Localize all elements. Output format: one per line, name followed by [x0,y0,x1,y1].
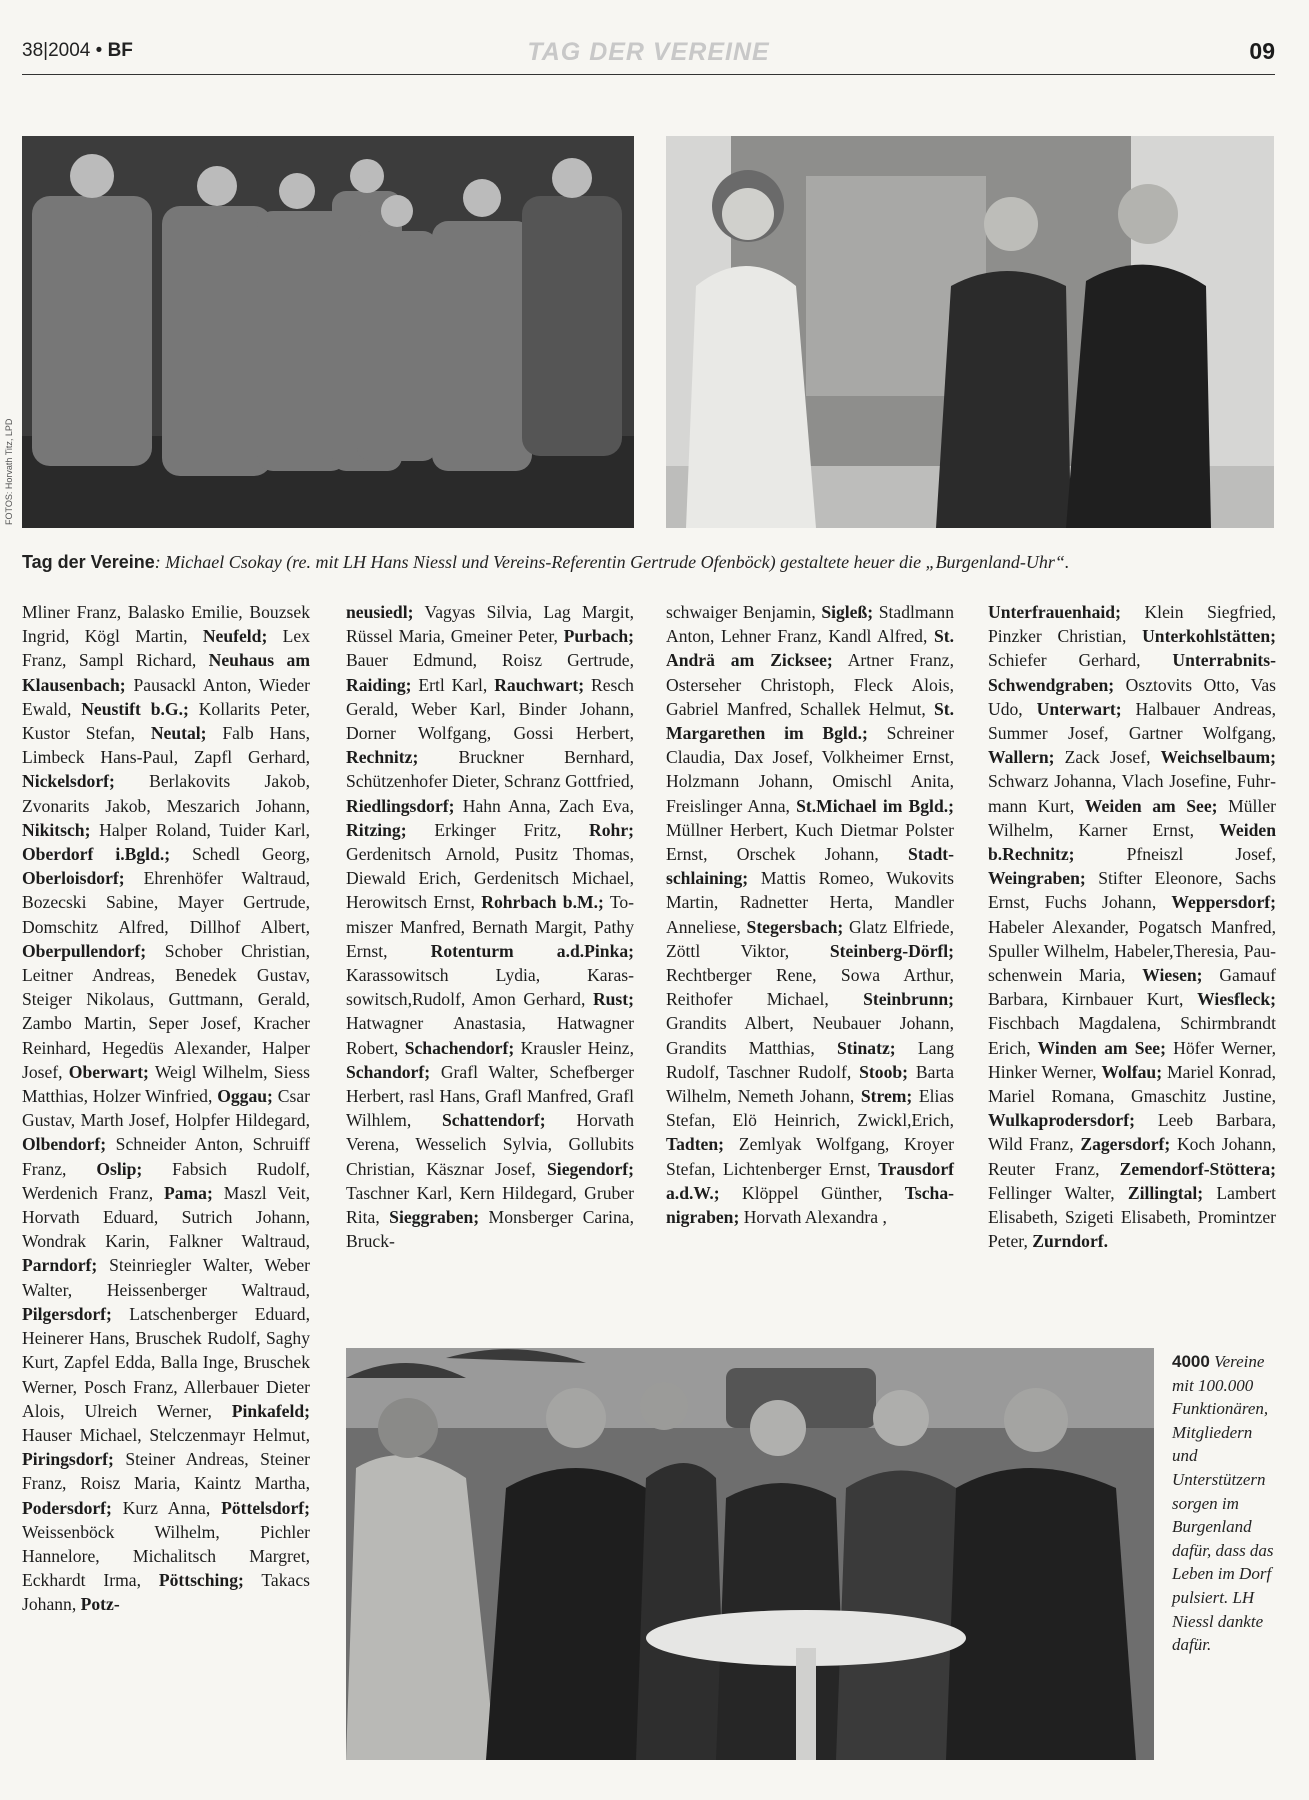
name-list-text: Gerdenitsch Arnold, Pusitz Thomas, Diewald Erich, Gerdenitsch Michael, Herowitsch Ernst, [346,844,634,913]
name-list-text: Berlakovits Jakob, Zvonarits Jakob, Meszarich Johann, [22,771,310,816]
name-list-text: Lambert Elisabeth, Szigeti Elisabeth, Promintzer Peter, [988,1182,1276,1252]
name-list-text: Weissenböck Wilhelm, Pichler Hannelore, Michalitsch Margret, Eckhardt Irma, [22,1521,310,1591]
place-name: Oslip; [96,1158,143,1179]
place-name: Oberpullendorf; [22,940,147,961]
place-name: neusiedl; [346,602,414,622]
name-list-text: Takacs Johann, [22,1570,310,1615]
name-list-text: Fischbach Magdalena, Schirmbrandt Erich, [988,1013,1276,1058]
place-name: Schachendorf; [404,1037,515,1058]
place-name: Trausdorf a.d.W.; [666,1158,954,1203]
photo-outdoor-group-image [346,1348,1154,1760]
name-list-text: Grandits Albert, Neubauer Johann, Grandits Matthias, [666,1013,954,1058]
place-name: Schandorf; [346,1061,431,1082]
name-list-text: Zack Josef, [1054,747,1161,768]
place-name: Tadten; [666,1134,725,1155]
name-list-text: Pausackl Anton, Wieder Ewald, [22,674,310,719]
photo-credit: FOTOS: Horvath Titz, LPD [4,418,14,525]
photo-outdoor-group [346,1348,1154,1760]
name-list-text: Lex Franz, Sampl Richard, [22,626,310,671]
place-name: Pinkafeld; [231,1400,310,1421]
place-name: Steinbrunn; [863,989,954,1010]
place-name: Rohrbach b.M.; [481,892,604,913]
place-name: Pöttsching; [158,1570,244,1591]
name-list-text: Halbauer Andreas, Summer Josef, Gartner Wolfgang, [988,698,1276,744]
place-name: Zagersdorf; [1080,1134,1171,1155]
place-name: Oberwart; [68,1061,149,1082]
name-list-text: Hatwagner Anastasia, Hatwagner Robert, [346,1013,634,1058]
name-list-text: Csar Gustav, Marth Josef, Holpfer Hildegard, [22,1086,310,1131]
place-name: Potz- [80,1594,120,1615]
name-list-text: Schober Christian, Leitner Andreas, Benedek Gustav, Steiger Nikolaus, Guttmann, Gerald, Zambo Martin, Seper Josef, Kracher Reinhard, Hegedüs Alexander, Halper Josef, [22,940,310,1082]
separator-dot: • [95,40,103,61]
name-list-text: Weigl Wilhelm, Siess Matthias, Holzer Winfried, [22,1061,310,1107]
name-list-text: Klein Siegfried, Pinzker Christian, [988,602,1276,647]
name-list-text: Tomiszer Manfred, Bernath Margit, Pathy Ernst, [346,892,634,961]
place-name: Neuhaus am Klausenbach; [22,650,310,695]
name-list-text: Schedl Georg, [170,844,310,865]
name-list-text: Hauser Michael, Stelczenmayr Helmut, [22,1424,310,1445]
place-name: Neufeld; [202,626,268,647]
place-name: Oggau; [217,1086,273,1107]
place-name: Raiding; [346,674,412,695]
photo-caption [22,552,1282,573]
place-name: Siegendorf; [547,1158,634,1179]
place-name: Zurndorf. [1032,1231,1109,1252]
place-name: Stegersbach; [746,916,844,937]
name-list-text: Schwarz Johanna, Vlach Josefine, Fuhrmann Kurt, [988,771,1276,816]
side-note-text: Vereine mit 100.000 Funktionären, Mitgliedern und Unterstützern sorgen im Burgenland dafür, dass das Leben im Dorf pulsiert. LH Niessl dankte dafür. [1172,1352,1274,1655]
name-list-text: Latschenberger Eduard, Heinerer Hans, Bruschek Rudolf, Saghy Kurt, Zapfel Edda, Balla Inge, Bruschek Werner, Posch Franz, Allerbauer Dieter Alois, Ulreich Werner, [22,1303,310,1421]
name-list-text: Ehrenhöfer Waltraud, Bozecski Sabine, Mayer Gertrude, Domschitz Alfred, Dillhof Albert, [22,868,310,937]
place-name: Podersdorf; [22,1497,112,1518]
name-list-text: Fellinger Walter, [988,1182,1128,1203]
photo-award-presentation [666,136,1274,528]
photo-group-stage-image [22,136,634,528]
place-name: Wiesfleck; [1197,989,1276,1010]
place-name: Nickelsdorf; [22,771,115,792]
caption-lead: Tag der Vereine [22,552,155,572]
text-column-1 [22,600,310,1617]
name-list-text: Müller Wilhelm, Karner Ernst, [988,795,1276,840]
name-list-text: Monsberger Carina, Bruck- [346,1207,634,1252]
publication-name: BF [107,40,133,61]
text-column-4 [988,600,1276,1253]
place-name: Weppersdorf; [1171,892,1276,913]
name-list-text: Bruckner Bernhard, Schützenhofer Dieter, Schranz Gottfried, [346,747,635,792]
place-name: Unterwart; [1036,698,1122,719]
name-list-text: Höfer Werner, Hinker Werner, [988,1037,1276,1082]
place-name: Wallern; [988,747,1055,768]
place-name: St. Margarethen im Bgld.; [666,698,954,744]
text-column-3 [666,600,954,1229]
name-list-text: Grafl Walter, Schefberger Herbert, rasl Hans, Grafl Manfred, Grafl Wilhlem, [346,1061,634,1131]
page-header [22,34,1275,75]
side-note-number: 4000 [1172,1352,1210,1371]
place-name: Rotenturm a.d.Pinka; [430,940,635,961]
page-number: 09 [1249,38,1275,64]
place-name: Stinatz; [836,1037,896,1058]
name-list-text: Bauer Edmund, Roisz Gertrude, [346,650,634,671]
place-name: Wolfau; [1101,1061,1163,1082]
name-list-text: Lang Rudolf, Taschner Rudolf, [666,1037,954,1082]
name-list-text: Koch Johann, Reuter Franz, [988,1134,1276,1179]
place-name: Rohr; [589,819,634,840]
place-name: Pilgersdorf; [22,1303,112,1324]
name-list-text: Glatz Elfriede, Zöttl Viktor, [666,916,954,961]
issue-number: 38|2004 [22,40,91,61]
place-name: Pöttelsdorf; [221,1497,310,1518]
caption-text: : Michael Csokay (re. mit LH Hans Niessl und Vereins-Referentin Gertrude Ofenböck) gestaltete heuer die „Burgenland-Uhr“. [154,552,1070,572]
name-list-text: Halper Roland, Tuider Karl, [90,819,310,840]
name-list-text: Fabsich Rudolf, Werdenich Franz, [22,1158,310,1203]
name-list-text: Hahn Anna, Zach Eva, [454,795,634,816]
place-name: Tschanigraben; [666,1182,954,1228]
place-name: Winden am See; [1037,1037,1166,1058]
name-list-text: Vagyas Silvia, Lag Margit, Rüssel Maria, Gmeiner Peter, [346,602,634,647]
name-list-text: Taschner Karl, Kern Hildegard, Gruber Rita, [346,1182,634,1228]
name-list-text: Mariel Konrad, Mariel Romana, Gmaschitz Justine, [988,1061,1277,1107]
place-name: Zemendorf-Stöttera; [1119,1158,1276,1179]
name-list-text: Gamauf Barbara, Kirnbauer Kurt, [988,965,1276,1010]
name-list-text: Leeb Barbara, Wild Franz, [988,1110,1276,1155]
name-list-text: Elias Stefan, Elö Heinrich, Zwickl,Erich, [666,1086,954,1131]
name-list-text: Kollarits Peter, Kustor Stefan, [22,698,310,744]
place-name: St.Michael im Bgld.; [796,795,954,816]
name-list-text: Horvath Verena, Wesselich Sylvia, Gollubits Christian, Käsznar Josef, [346,1110,634,1179]
place-name: Sigleß; [821,602,874,622]
place-name: Olbendorf; [22,1134,107,1155]
name-list-text: Steiner Andreas, Steiner Franz, Roisz Maria, Kaintz Martha, [22,1449,310,1494]
name-list-text: Mattis Romeo, Wukovits Martin, Radnetter Herta, Mandler Anneliese, [666,868,954,937]
place-name: Ritzing; [346,819,407,840]
place-name: Wiesen; [1142,965,1203,986]
place-name: Pama; [163,1182,213,1203]
name-list-text: Zemlyak Wolfgang, Kroyer Stefan, Lichtenberger Ernst, [666,1134,954,1179]
name-list-text: Krausler Heinz, [514,1037,634,1058]
photo-award-presentation-image [666,136,1274,528]
name-list-text: Resch Gerald, Weber Karl, Binder Johann, Dorner Wolfgang, Gossi Herbert, [346,674,634,744]
place-name: Sieggraben; [389,1207,480,1228]
name-list-text: schwaiger Benjamin, [666,602,822,622]
place-name: Oberdorf i.Bgld.; [22,844,171,865]
place-name: Stadtschlaining; [666,844,954,889]
name-list-text: Erkinger Fritz, [406,819,590,840]
name-list-text: Schreiner Claudia, Dax Josef, Volkheimer Ernst, Holzmann Johann, Omischl Anita, Freislinger Anna, [666,723,954,816]
place-name: Zillingtal; [1127,1182,1204,1203]
place-name: Nikitsch; [22,819,91,840]
place-name: Steinberg-Dörfl; [829,940,954,961]
name-list-text: Stifter Eleonore, Sachs Ernst, Fuchs Johann, [988,868,1276,913]
name-list-text: Osztovits Otto, Vas Udo, [988,674,1276,719]
place-name: Weichselbaum; [1160,747,1276,768]
text-column-2 [346,600,634,1253]
name-list-text: Stadlmann Anton, Lehner Franz, Kandl Alfred, [666,602,954,647]
place-name: St. Andrä am Zicksee; [666,626,954,671]
place-name: Riedlingsdorf; [346,795,455,816]
name-list-text: Kurz Anna, [111,1497,222,1518]
place-name: Rechnitz; [346,747,419,768]
place-name: Parndorf; [22,1255,98,1276]
place-name: Neutal; [150,723,207,744]
place-name: Piringsdorf; [22,1449,114,1470]
name-list-text: Schneider Anton, Schruiff Franz, [22,1134,310,1179]
place-name: Neustift b.G.; [81,698,189,719]
place-name: Unterkohlstätten; [1142,626,1276,647]
place-name: Weiden am See; [1084,795,1218,816]
place-name: Purbach; [563,626,634,647]
name-list-text: Schiefer Gerhard, [988,650,1173,671]
name-list-text: Karassowitsch Lydia, Karassowitsch,Rudolf, Amon Gerhard, [346,965,634,1010]
name-list-text: Steinriegler Walter, Weber Walter, Heissenberger Waltraud, [22,1255,310,1300]
place-name: Weiden b.Rechnitz; [988,819,1276,865]
place-name: Strem; [860,1086,913,1107]
place-name: Wulkaprodersdorf; [988,1110,1135,1131]
name-list-text: Habeler Alexander, Pogatsch Manfred, Spuller Wilhelm, Habeler,Theresia, Pauschenwein Maria, [988,916,1276,986]
place-name: Oberloisdorf; [22,868,125,889]
name-list-text: Pfneiszl Josef, [1074,844,1276,865]
side-note [1172,1350,1280,1657]
name-list-text: Mliner Franz, Balasko Emilie, Bouzsek Ingrid, Kögl Martin, [22,602,310,647]
name-list-text: Horvath Alexandra , [739,1207,887,1228]
place-name: Schattendorf; [442,1110,546,1131]
name-list-text: Klöppel Günther, [719,1182,905,1203]
section-title: TAG DER VEREINE [527,38,770,66]
photo-group-stage [22,136,634,528]
place-name: Rauchwart; [494,674,585,695]
name-list-text: Artner Franz, Osterseher Christoph, Fleck Alois, Gabriel Manfred, Schallek Helmut, [666,650,954,719]
place-name: Weingraben; [988,868,1086,889]
name-list-text: Maszl Veit, Horvath Eduard, Sutrich Johann, Wondrak Karin, Falkner Waltraud, [22,1182,310,1252]
name-list-text: Ertl Karl, [411,674,495,695]
name-list-text: Rechtberger Rene, Sowa Arthur, Reithofer Michael, [666,965,954,1010]
name-list-text: Barta Wilhelm, Nemeth Johann, [666,1061,954,1107]
place-name: Stoob; [859,1061,909,1082]
place-name: Unterrabnits-Schwendgraben; [988,650,1276,695]
place-name: Unterfrauenhaid; [988,602,1121,622]
name-list-text: Müllner Herbert, Kuch Dietmar Polster Ernst, Orschek Johann, [666,819,954,865]
place-name: Rust; [592,989,634,1010]
name-list-text: Falb Hans, Limbeck Hans-Paul, Zapfl Gerhard, [22,723,310,768]
